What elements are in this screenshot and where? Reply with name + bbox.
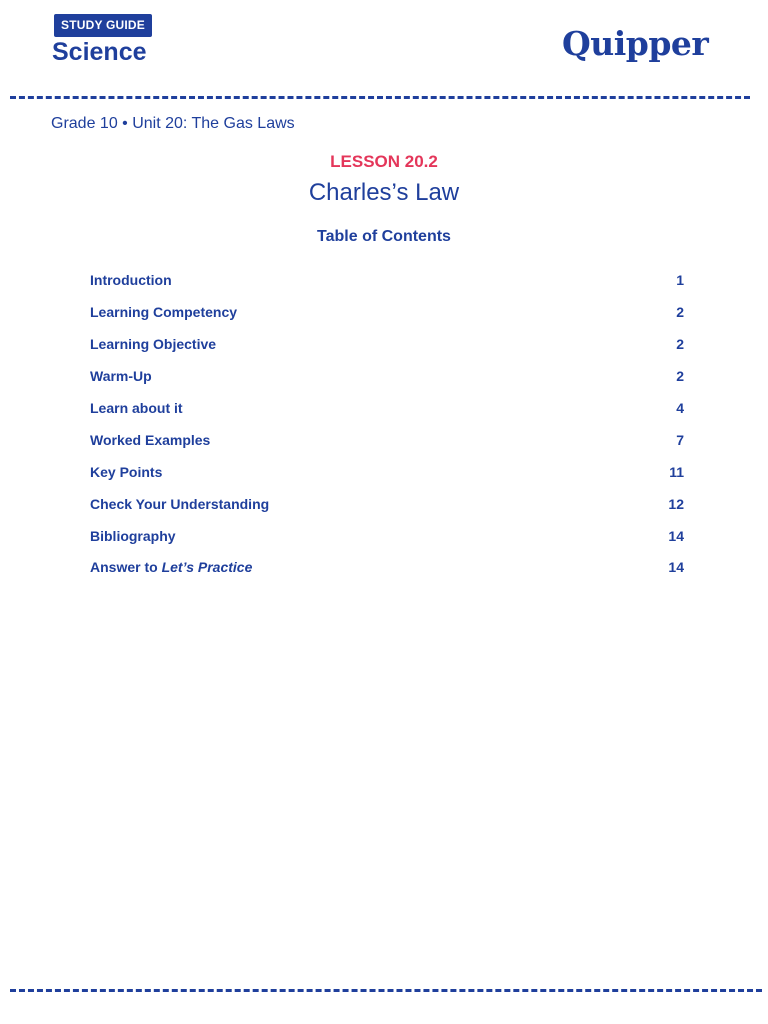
toc-item-learn-about-it[interactable] <box>90 392 684 424</box>
toc-item-introduction[interactable] <box>90 264 684 296</box>
table-of-contents <box>90 264 684 582</box>
toc-item-page: 2 <box>676 336 684 352</box>
toc-item-title: Learning Objective <box>90 336 217 352</box>
bottom-divider <box>10 989 762 992</box>
toc-item-page: 2 <box>676 368 684 384</box>
toc-item-page: 14 <box>668 559 684 575</box>
toc-item-worked-examples[interactable] <box>90 424 684 456</box>
toc-item-page: 1 <box>676 272 684 288</box>
top-divider <box>10 96 750 99</box>
toc-item-title: Warm-Up <box>90 368 152 384</box>
breadcrumb: Grade 10 • Unit 20: The Gas Laws <box>51 115 295 132</box>
toc-item-bibliography[interactable] <box>90 520 684 552</box>
toc-item-title: Check Your Understanding <box>90 496 270 512</box>
toc-item-title: Bibliography <box>90 528 176 544</box>
toc-item-title: Worked Examples <box>90 432 211 448</box>
subject-title: Science <box>52 38 147 66</box>
study-guide-badge: STUDY GUIDE <box>54 14 152 37</box>
lesson-title: Charles’s Law <box>308 179 460 206</box>
toc-item-learning-competency[interactable] <box>90 296 684 328</box>
toc-item-title: Introduction <box>90 272 172 288</box>
quipper-logo: Quipper <box>562 24 709 63</box>
toc-item-page: 7 <box>676 432 684 448</box>
toc-item-answer-to-lets-practice[interactable] <box>90 552 684 582</box>
toc-item-page: 2 <box>676 304 684 320</box>
toc-item-page: 11 <box>669 464 684 480</box>
toc-item-check-your-understanding[interactable] <box>90 488 684 520</box>
toc-item-title-italic: Let’s Practice <box>161 559 253 575</box>
toc-item-title: Learn about it <box>90 400 183 416</box>
toc-item-title <box>90 559 252 575</box>
toc-item-page: 12 <box>668 496 684 512</box>
toc-item-title: Learning Competency <box>90 304 238 320</box>
toc-item-warm-up[interactable] <box>90 360 684 392</box>
toc-heading: Table of Contents <box>317 228 451 245</box>
toc-item-page: 4 <box>676 400 684 416</box>
lesson-number: LESSON 20.2 <box>330 152 438 171</box>
toc-item-key-points[interactable] <box>90 456 684 488</box>
toc-item-title-plain: Answer to <box>90 559 162 575</box>
toc-item-learning-objective[interactable] <box>90 328 684 360</box>
toc-item-page: 14 <box>668 528 684 544</box>
toc-item-title: Key Points <box>90 464 163 480</box>
